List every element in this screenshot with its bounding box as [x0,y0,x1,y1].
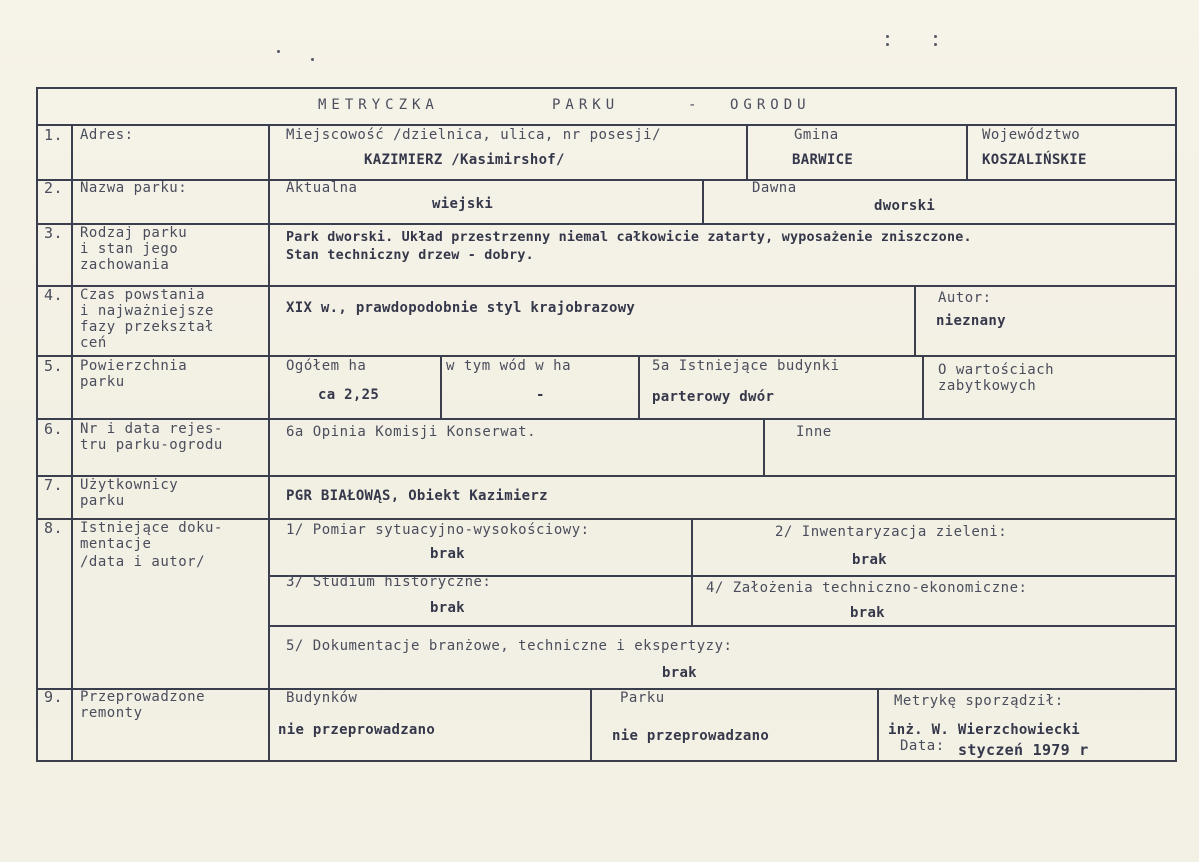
field-label-branzowe: 5/ Dokumentacje branżowe, techniczne i ekspertyzy: [286,638,733,654]
title-ogrodu: OGRODU [730,97,811,113]
field-value-budynkow: nie przeprowadzano [278,722,436,738]
field-value-wod: - [536,387,545,403]
field-label-sporzadzil: Metrykę sporządził: [894,693,1064,709]
field-value-dawna: dworski [874,198,936,214]
field-value-rodzaj-line2: Stan techniczny drzew - dobry. [286,248,534,263]
field-label-dawna: Dawna [752,180,797,196]
title-parku: PARKU [552,97,620,113]
field-label-zalozenia: 4/ Założenia techniczno-ekonomiczne: [706,580,1028,596]
rule-r2 [702,179,704,224]
field-value-parku: nie przeprowadzano [612,728,770,744]
field-label-ogolem: Ogółem ha [286,358,367,374]
speck [934,43,937,46]
rule-row6 [36,475,1177,477]
field-label-rejestr-line1: Nr i data rejes- [80,421,223,437]
speck [934,35,937,38]
speck [886,43,889,46]
field-label-remonty-line2: remonty [80,705,143,721]
rule-row3 [36,285,1177,287]
row-number: 2. [44,179,64,197]
field-label-studium: 3/ Studium historyczne: [286,574,492,590]
field-value-uzytkownicy: PGR BIAŁOWĄS, Obiekt Kazimierz [286,488,548,504]
row-number: 1. [44,126,64,144]
row-number: 6. [44,420,64,438]
field-value-aktualna: wiejski [432,196,494,212]
field-label-dokumentacje-line2: mentacje [80,536,152,552]
rule-r9a [590,688,592,762]
field-value-ogolem: ca 2,25 [318,387,380,403]
speck [277,50,280,53]
rule-label-col [268,124,270,762]
field-label-budynkow: Budynków [286,690,358,706]
field-value-data: styczeń 1979 r [958,741,1089,759]
field-label-rodzaj-line1: Rodzaj parku [80,225,188,241]
field-value-branzowe: brak [662,665,697,681]
field-value-inwentaryzacja: brak [852,552,887,568]
field-value-budynki: parterowy dwór [652,389,775,405]
rule-bottom [36,760,1177,762]
field-value-pomiar: brak [430,546,465,562]
field-value-rodzaj-line1: Park dworski. Układ przestrzenny niemal całkowicie zatarty, wyposażenie zniszczone. [286,230,972,245]
field-label-powierzchnia-line2: parku [80,374,125,390]
field-label-budynki: 5a Istniejące budynki [652,358,840,374]
field-label-parku: Parku [620,690,665,706]
row-number: 3. [44,224,64,242]
rule-top [36,87,1177,89]
rule-row5 [36,418,1177,420]
row-number: 8. [44,519,64,537]
rule-left [36,87,38,762]
field-label-wojewodztwo: Województwo [982,127,1081,143]
row-number: 9. [44,688,64,706]
field-label-inwentaryzacja: 2/ Inwentaryzacja zieleni: [775,524,1008,540]
field-label-rodzaj-line3: zachowania [80,257,170,273]
field-value-autor: nieznany [936,313,1006,329]
rule-num-col [71,124,73,762]
field-label-rodzaj-line2: i stan jego [80,241,179,257]
title-metryczka: METRYCZKA [318,97,439,113]
field-value-gmina: BARWICE [792,152,854,168]
speck [886,35,889,38]
rule-r5a [440,355,442,419]
field-label-inne: Inne [796,424,832,440]
field-label-wartosci-line1: O wartościach [938,362,1055,378]
row-number: 4. [44,286,64,304]
title-dash: - [688,97,702,113]
field-label-dokumentacje-line1: Istniejące doku- [80,520,223,536]
field-value-studium: brak [430,600,465,616]
field-label-opinia: 6a Opinia Komisji Konserwat. [286,424,537,440]
rule-row2 [36,223,1177,225]
field-label-czas-line4: ceń [80,335,107,351]
field-label-autor: Autor: [938,290,992,306]
field-value-zalozenia: brak [850,605,885,621]
field-value-wojewodztwo: KOSZALIŃSKIE [982,152,1087,168]
field-label-wartosci-line2: zabytkowych [938,378,1037,394]
field-label-aktualna: Aktualna [286,180,358,196]
rule-row8b [269,625,1177,627]
rule-r5b [638,355,640,419]
field-label-czas-line2: i najważniejsze [80,303,214,319]
field-label-dokumentacje-line3: /data i autor/ [80,554,206,570]
field-label-miejscowosc: Miejscowość /dzielnica, ulica, nr posesji/ [286,127,662,143]
field-label-uzytkownicy-line2: parku [80,493,125,509]
field-label-rejestr-line2: tru parku-ogrodu [80,437,223,453]
rule-row8 [36,688,1177,690]
field-label-remonty-line1: Przeprowadzone [80,689,206,705]
row-number: 7. [44,476,64,494]
rule-right [1175,87,1177,762]
row-number: 5. [44,357,64,375]
field-label-uzytkownicy-line1: Użytkownicy [80,477,179,493]
field-label-nazwa: Nazwa parku: [80,180,188,196]
field-value-sporzadzil: inż. W. Wierzchowiecki [888,722,1081,738]
rule-r9b [877,688,879,762]
rule-r1b [966,124,968,180]
rule-r8 [691,518,693,626]
speck [311,58,314,61]
field-label-adres: Adres: [80,127,134,143]
field-label-czas-line1: Czas powstania [80,287,206,303]
field-value-czas: XIX w., prawdopodobnie styl krajobrazowy [286,300,636,316]
field-label-gmina: Gmina [794,127,839,143]
field-label-czas-line3: fazy przekształ [80,319,214,335]
field-label-powierzchnia-line1: Powierzchnia [80,358,188,374]
field-label-pomiar: 1/ Pomiar sytuacyjno-wysokościowy: [286,522,590,538]
field-label-wod: w tym wód w ha [446,358,572,374]
rule-r6 [763,418,765,476]
rule-r1a [746,124,748,180]
rule-r4 [914,285,916,356]
rule-row1 [36,179,1177,181]
field-value-miejscowosc: KAZIMIERZ /Kasimirshof/ [364,152,565,168]
rule-row4 [36,355,1177,357]
field-label-data: Data: [900,738,945,754]
rule-title-bottom [36,124,1177,126]
rule-r5c [922,355,924,419]
